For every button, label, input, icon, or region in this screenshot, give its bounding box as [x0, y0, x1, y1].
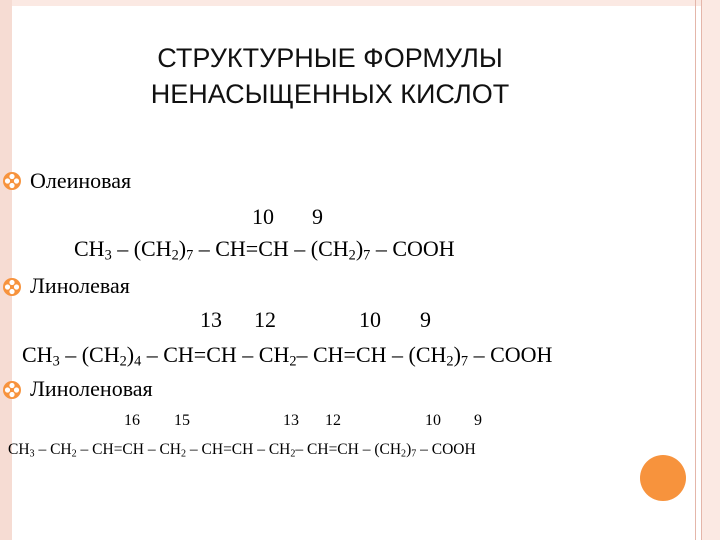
acid-name-linolenic: Линоленовая: [30, 376, 153, 401]
carbon-number: 13: [283, 412, 299, 429]
carbon-number: 15: [174, 412, 190, 429]
title-line-1: СТРУКТУРНЫЕ ФОРМУЛЫ: [157, 43, 503, 73]
carbon-number: 10: [359, 307, 381, 332]
accent-circle: [640, 455, 686, 501]
frame-rule: [695, 0, 696, 540]
carbon-number: 10: [252, 204, 274, 229]
slide-frame-top: [0, 0, 720, 6]
carbon-number: 10: [425, 412, 441, 429]
formula-linolenic: $CH_3 - CH_2 - CH=CH - CH_2 - CH=CH - CH_2-$ $CH=CH - (CH_2)_7$ – COOH: [8, 441, 476, 460]
carbon-number: 9: [474, 412, 482, 429]
flower-bullet-icon: [2, 380, 22, 400]
acid-name-oleic: Олеиновая: [30, 168, 132, 193]
flower-bullet-icon: [2, 171, 22, 191]
slide-frame-right: [702, 0, 720, 540]
carbon-number: 12: [325, 412, 341, 429]
frame-rule: [701, 0, 702, 540]
formula-oleic: $CH_3 - (CH_2)_7 - CH=CH - (CH_2)_7$ – COOH: [74, 236, 455, 264]
title-line-2: НЕНАСЫЩЕННЫХ КИСЛОТ: [150, 79, 510, 109]
carbon-number: 9: [420, 307, 431, 332]
slide-title: [110, 40, 550, 112]
carbon-number: 16: [124, 412, 140, 429]
carbon-number: 9: [312, 204, 323, 229]
formula-linoleic: $CH_3 - (CH_2)_4 - CH=CH - CH_2-$ $CH=CH - (CH_2)_7$ – COOH: [22, 342, 553, 370]
acid-name-linoleic: Линолевая: [30, 273, 130, 298]
flower-bullet-icon: [2, 277, 22, 297]
carbon-number: 13: [200, 307, 222, 332]
carbon-number: 12: [254, 307, 276, 332]
